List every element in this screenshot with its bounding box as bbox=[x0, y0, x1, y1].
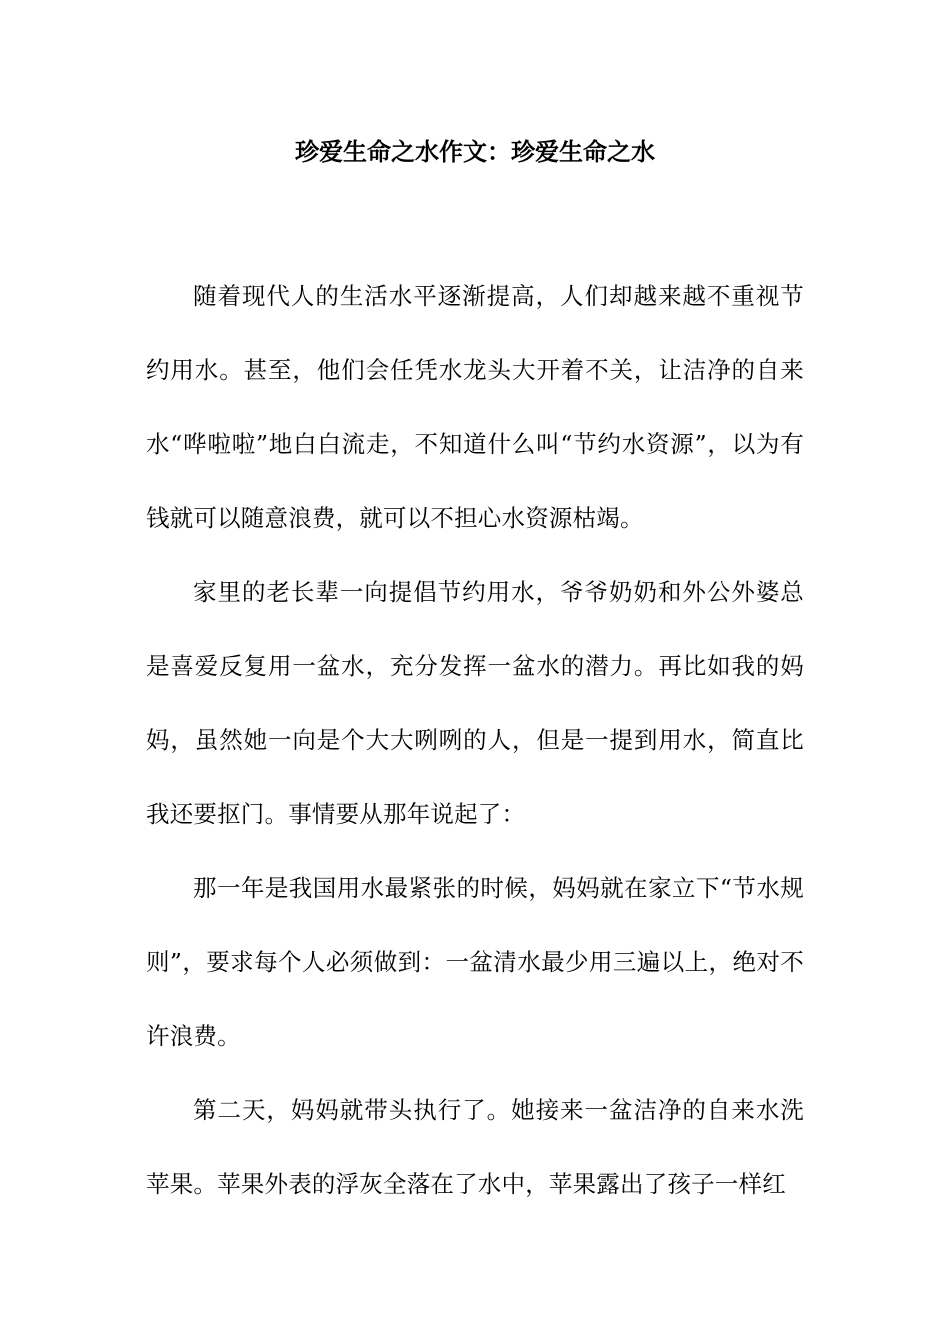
paragraph: 那一年是我国用水最紧张的时候，妈妈就在家立下“节水规则”，要求每个人必须做到：一盆清水最少用三遍以上，绝对不许浪费。 bbox=[146, 874, 804, 1050]
paragraph: 第二天，妈妈就带头执行了。她接来一盆洁净的自来水洗苹果。苹果外表的浮灰全落在了水中，苹果露出了孩子一样红 bbox=[146, 1096, 804, 1198]
paragraph: 随着现代人的生活水平逐渐提高，人们却越来越不重视节约用水。甚至，他们会任凭水龙头大开着不关，让洁净的自来水“哗啦啦”地白白流走，不知道什么叫“节约水资源”，以为有钱就可以随意浪费，就可以不担心水资源枯竭。 bbox=[146, 282, 804, 532]
paragraph: 家里的老长辈一向提倡节约用水，爷爷奶奶和外公外婆总是喜爱反复用一盆水，充分发挥一盆水的潜力。再比如我的妈妈，虽然她一向是个大大咧咧的人，但是一提到用水，简直比我还要抠门。事情要从那年说起了： bbox=[146, 578, 804, 828]
document-title: 珍爱生命之水作文：珍爱生命之水 bbox=[295, 138, 655, 166]
document-body bbox=[146, 259, 804, 1221]
